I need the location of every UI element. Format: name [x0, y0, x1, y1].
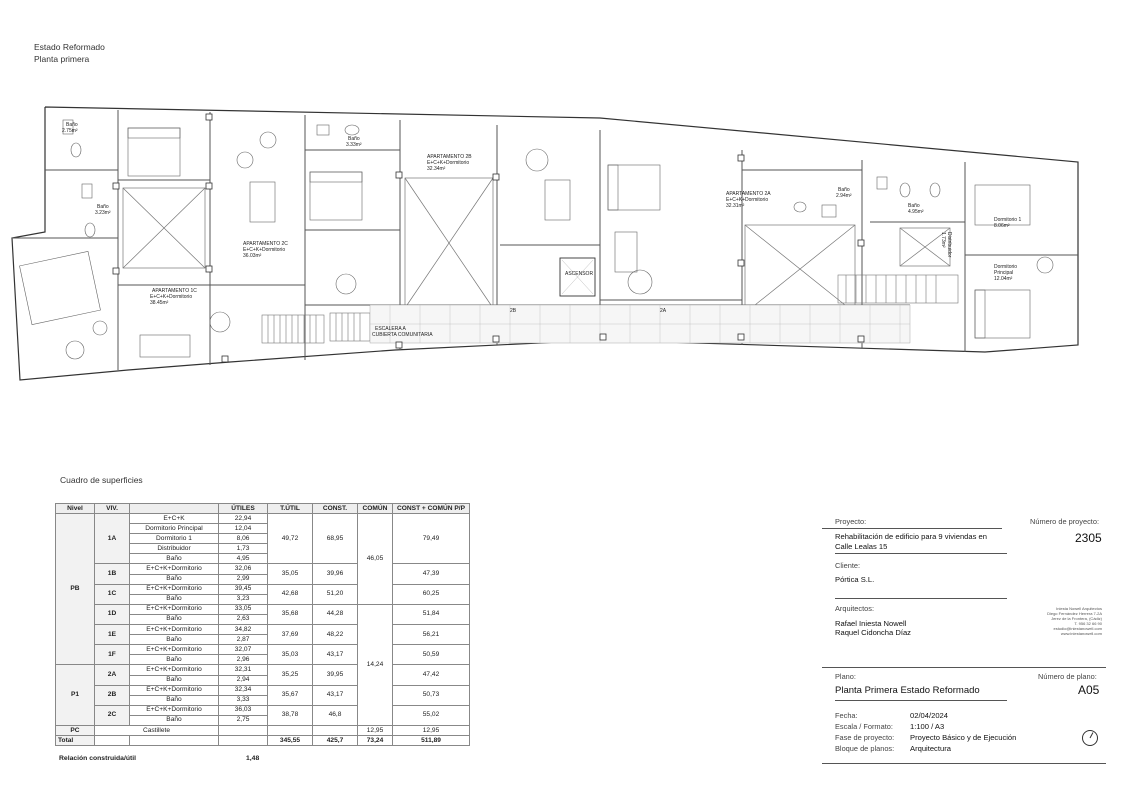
total-cell: 60,25 [393, 584, 470, 604]
util-cell: 2,96 [219, 655, 268, 665]
col-tutil: T.ÚTIL [268, 504, 313, 514]
table-row [56, 705, 470, 715]
util-cell: 2,94 [219, 675, 268, 685]
room-cell: Baño [130, 675, 219, 685]
room-cell: E+C+K+Dormitorio [130, 645, 219, 655]
fase-label: Fase de proyecto: [835, 733, 895, 742]
table-row-total [56, 736, 470, 746]
total-cell: 55,02 [393, 705, 470, 725]
room-cell: E+C+K+Dormitorio [130, 665, 219, 675]
room-cell: E+C+K [130, 514, 219, 524]
escala-value: 1:100 / A3 [910, 722, 945, 731]
ratio-value: 1,48 [246, 755, 260, 762]
arquitectos-label: Arquitectos: [835, 604, 875, 613]
empty-cell [130, 736, 219, 746]
drawing-header [34, 41, 105, 65]
label-apt1c-type: E+C+K+Dormitorio [150, 294, 193, 300]
floor-plan [0, 95, 1132, 395]
nivel-pc: PC [56, 725, 95, 735]
header-state: Estado Reformado [34, 42, 105, 52]
tutil-cell: 37,69 [268, 625, 313, 645]
tutil-cell [268, 725, 313, 735]
label-apt1c-name: APARTAMENTO 1C [152, 288, 197, 294]
table-row [56, 584, 470, 594]
util-cell: 3,33 [219, 695, 268, 705]
empty-cell [95, 736, 130, 746]
const-cell: 44,28 [313, 604, 358, 624]
table-row [56, 645, 470, 655]
proyecto-line1: Rehabilitación de edificio para 9 viviendas en [835, 532, 987, 541]
util-cell: 33,05 [219, 604, 268, 614]
util-cell: 4,95 [219, 554, 268, 564]
tutil-cell: 35,05 [268, 564, 313, 584]
col-nivel: Nivel [56, 504, 95, 514]
util-cell: 2,75 [219, 715, 268, 725]
num-plano: A05 [1078, 683, 1100, 697]
room-cell: Baño [130, 695, 219, 705]
label-bano-d-area: 2.94m² [836, 193, 852, 199]
room-cell: Distribuidor [130, 544, 219, 554]
comun-cell: 12,95 [358, 725, 393, 735]
firm-address: Diego Fernández Herrera 7-2A [1047, 611, 1102, 616]
label-bano-c: Baño [348, 136, 360, 142]
col-total: CONST + COMÚN P/P [393, 504, 470, 514]
viv-cell: 2C [95, 705, 130, 725]
label-door-2b: 2B [510, 308, 517, 314]
divider [822, 528, 1002, 529]
fase-value: Proyecto Básico y de Ejecución [910, 733, 1017, 742]
tutil-cell: 49,72 [268, 514, 313, 564]
util-cell: 32,34 [219, 685, 268, 695]
room-cell: Baño [130, 594, 219, 604]
divider [835, 553, 1007, 554]
comun-cell: 14,24 [358, 604, 393, 725]
arquitecto-1: Rafael Iniesta Nowell [835, 619, 907, 628]
viv-cell: 1D [95, 604, 130, 624]
firm-details [992, 606, 1102, 636]
util-cell: 2,63 [219, 614, 268, 624]
room-cell: Baño [130, 655, 219, 665]
label-apt2a-type: E+C+K+Dormitorio [726, 197, 769, 203]
escala-label: Escala / Formato: [835, 722, 893, 731]
col-utiles: ÚTILES [219, 504, 268, 514]
nivel-p1: P1 [56, 665, 95, 726]
room-cell: Baño [130, 715, 219, 725]
util-cell: 1,73 [219, 544, 268, 554]
label-apt1c-area: 38.45m² [150, 300, 169, 306]
total-cell: 56,21 [393, 625, 470, 645]
label-apt2b-area: 32.34m² [427, 166, 446, 172]
label-dorm1: Dormitorio 1 [994, 217, 1022, 223]
label-bano-e: Baño [908, 203, 920, 209]
table-row [56, 725, 470, 735]
tutil-cell: 38,78 [268, 705, 313, 725]
cliente-value: Pórtica S.L. [835, 575, 875, 584]
room-cell: Baño [130, 574, 219, 584]
firm-phone: T. 956 32 66 90 [1074, 621, 1102, 626]
label-bano-d: Baño [838, 187, 850, 193]
viv-cell: 1A [95, 514, 130, 564]
total-label: Total [56, 736, 95, 746]
table-row [56, 514, 470, 524]
label-dormp-area: 12.04m² [994, 276, 1013, 282]
header-floor: Planta primera [34, 54, 90, 64]
proyecto-label: Proyecto: [835, 517, 867, 526]
util-cell: 12,04 [219, 524, 268, 534]
divider [822, 667, 1106, 668]
total-cell: 47,42 [393, 665, 470, 685]
viv-cell: 1E [95, 625, 130, 645]
const-cell: 46,8 [313, 705, 358, 725]
room-cell: E+C+K+Dormitorio [130, 625, 219, 635]
label-dormp: Dormitorio [994, 264, 1018, 270]
total-cell: 50,59 [393, 645, 470, 665]
firm-name: Iniesta Nowell Arquitectos [1056, 606, 1102, 611]
total-comun: 73,24 [358, 736, 393, 746]
const-cell: 43,17 [313, 685, 358, 705]
table-row [56, 604, 470, 614]
divider [835, 700, 1007, 701]
label-escalera2: CUBIERTA COMUNITARIA [372, 332, 433, 338]
surfaces-header-row [56, 504, 470, 514]
tutil-cell: 35,67 [268, 685, 313, 705]
total-cell: 79,49 [393, 514, 470, 564]
util-cell: 2,87 [219, 635, 268, 645]
plano-label: Plano: [835, 672, 856, 681]
total-cell: 12,95 [393, 725, 470, 735]
tutil-cell: 35,25 [268, 665, 313, 685]
viv-cell: 1B [95, 564, 130, 584]
table-row [56, 665, 470, 675]
plan-corridor-hatch [370, 305, 910, 343]
room-cell: E+C+K+Dormitorio [130, 584, 219, 594]
label-dorm1-area: 8.06m² [994, 223, 1010, 229]
room-cell: E+C+K+Dormitorio [130, 705, 219, 715]
col-const: CONST. [313, 504, 358, 514]
col-estancia [130, 504, 219, 514]
viv-cell: 1C [95, 584, 130, 604]
util-cell [219, 725, 268, 735]
util-cell: 39,45 [219, 584, 268, 594]
label-door-2a: 2A [660, 308, 667, 314]
firm-web: www.iniestanowell.com [1060, 631, 1102, 636]
ratio-label: Relación construida/útil [59, 755, 137, 762]
col-viv: VIV. [95, 504, 130, 514]
util-cell: 8,06 [219, 534, 268, 544]
total-const: 425,7 [313, 736, 358, 746]
label-bano-c-area: 3.33m² [346, 142, 362, 148]
label-dormp2: Principal [994, 270, 1014, 276]
room-cell: Baño [130, 554, 219, 564]
room-cell: Baño [130, 635, 219, 645]
table-row [56, 564, 470, 574]
num-proyecto: 2305 [1075, 531, 1102, 545]
total-utiles: 345,55 [268, 736, 313, 746]
room-cell: E+C+K+Dormitorio [130, 604, 219, 614]
total-cell: 50,73 [393, 685, 470, 705]
cliente-label: Cliente: [835, 561, 861, 570]
label-bano-e-area: 4.95m² [908, 209, 924, 215]
nivel-pb: PB [56, 514, 95, 665]
table-row [56, 625, 470, 635]
table-row [56, 685, 470, 695]
label-apt2b-name: APARTAMENTO 2B [427, 154, 472, 160]
bloque-label: Bloque de planos: [835, 744, 895, 753]
util-cell: 32,31 [219, 665, 268, 675]
label-apt2a-area: 32.31m² [726, 203, 745, 209]
label-apt2b-type: E+C+K+Dormitorio [427, 160, 470, 166]
label-dist: Distribuidor [946, 232, 952, 258]
const-cell: 68,95 [313, 514, 358, 564]
util-cell: 32,06 [219, 564, 268, 574]
label-ascensor: ASCENSOR [565, 271, 594, 277]
surfaces-title: Cuadro de superficies [60, 475, 143, 485]
label-apt2c-name: APARTAMENTO 2C [243, 241, 288, 247]
const-cell [313, 725, 358, 735]
room-cell: E+C+K+Dormitorio [130, 685, 219, 695]
divider [835, 598, 1007, 599]
num-proyecto-label: Número de proyecto: [1030, 517, 1100, 526]
fecha-label: Fecha: [835, 711, 858, 720]
north-arrow-icon [1081, 729, 1099, 747]
label-apt2c-area: 36.03m² [243, 253, 262, 259]
label-bano-b: Baño [97, 204, 109, 210]
label-escalera1: ESCALERA A [375, 326, 406, 332]
proyecto-line2: Calle Lealas 15 [835, 542, 888, 551]
label-bano-a: Baño [66, 122, 78, 128]
label-bano-b-area: 3.23m² [95, 210, 111, 216]
col-comun: COMÚN [358, 504, 393, 514]
fecha-value: 02/04/2024 [910, 711, 949, 720]
util-cell: 32,07 [219, 645, 268, 655]
num-plano-label: Número de plano: [1038, 672, 1097, 681]
tutil-cell: 42,68 [268, 584, 313, 604]
firm-email: estudio@iniestanowell.com [1053, 626, 1102, 631]
label-dist-area: 1.73m² [940, 232, 946, 248]
viv-cell: 2B [95, 685, 130, 705]
const-cell: 39,96 [313, 564, 358, 584]
util-cell: 22,94 [219, 514, 268, 524]
room-cell: E+C+K+Dormitorio [130, 564, 219, 574]
total-cell: 51,84 [393, 604, 470, 624]
room-cell: Castillete [95, 725, 219, 735]
bloque-value: Arquitectura [910, 744, 951, 753]
surfaces-table [55, 503, 470, 746]
tutil-cell: 35,68 [268, 604, 313, 624]
label-apt2c-type: E+C+K+Dormitorio [243, 247, 286, 253]
const-cell: 48,22 [313, 625, 358, 645]
util-cell: 36,03 [219, 705, 268, 715]
arquitecto-2: Raquel Cidoncha Díaz [835, 628, 911, 637]
util-cell: 3,23 [219, 594, 268, 604]
divider [822, 763, 1106, 764]
util-cell: 2,99 [219, 574, 268, 584]
empty-cell [219, 736, 268, 746]
room-cell: Dormitorio 1 [130, 534, 219, 544]
tutil-cell: 35,03 [268, 645, 313, 665]
room-cell: Dormitorio Principal [130, 524, 219, 534]
util-cell: 34,82 [219, 625, 268, 635]
firm-city: Jerez de la Frontera, (Cádiz) [1051, 616, 1102, 621]
viv-cell: 2A [95, 665, 130, 685]
room-cell: Baño [130, 614, 219, 624]
const-cell: 43,17 [313, 645, 358, 665]
plano-value: Planta Primera Estado Reformado [835, 685, 980, 696]
const-cell: 39,95 [313, 665, 358, 685]
total-cell: 47,39 [393, 564, 470, 584]
total-sum: 511,89 [393, 736, 470, 746]
comun-cell: 46,05 [358, 514, 393, 605]
const-cell: 51,20 [313, 584, 358, 604]
label-bano-a-area: 2.75m² [62, 128, 78, 134]
viv-cell: 1F [95, 645, 130, 665]
label-apt2a-name: APARTAMENTO 2A [726, 191, 771, 197]
